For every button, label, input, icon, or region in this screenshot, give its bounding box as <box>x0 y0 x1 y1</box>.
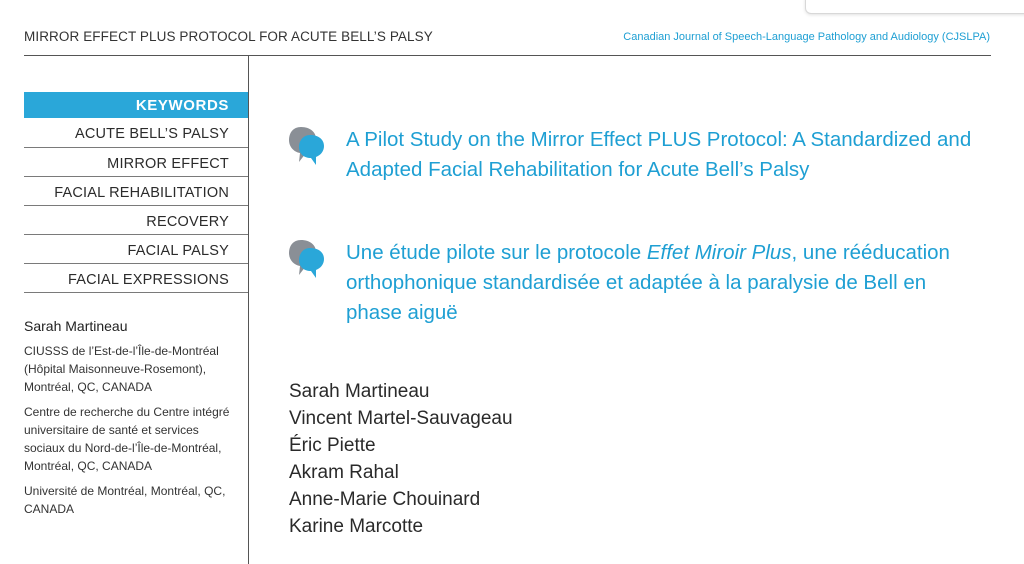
speech-bubble-icon <box>288 125 328 167</box>
author-name: Éric Piette <box>289 435 376 456</box>
author-name: Anne-Marie Chouinard <box>289 489 481 510</box>
header-rule <box>24 55 991 56</box>
french-title-italic: Effet Miroir Plus <box>646 241 792 264</box>
author-name: Sarah Martineau <box>289 381 430 402</box>
author-name: Karine Marcotte <box>289 516 424 537</box>
keyword-item: FACIAL PALSY <box>24 235 248 264</box>
column-divider <box>248 56 249 564</box>
keyword-item: ACUTE BELL’S PALSY <box>24 118 248 148</box>
keywords-list <box>24 118 248 293</box>
french-title-start: Une étude pilote sur le protocole <box>346 241 647 264</box>
affiliation: Centre de recherche du Centre intégré universitaire de santé et services sociaux du Nord-de-l’Île-de-Montréal, Montréal, QC, CANADA <box>24 405 230 473</box>
french-title-end: , une rééducation orthophonique standardisée et adaptée à la paralysie de Bell en phase aiguë <box>346 241 950 324</box>
author-name: Vincent Martel-Sauvageau <box>289 408 513 429</box>
authors-list <box>289 378 513 540</box>
keyword-item: FACIAL EXPRESSIONS <box>24 264 248 293</box>
top-right-card-edge <box>805 0 1024 14</box>
article-title-english: A Pilot Study on the Mirror Effect PLUS Protocol: A Standardized and Adapted Facial Rehabilitation for Acute Bell’s Palsy <box>346 128 972 181</box>
keyword-item: FACIAL REHABILITATION <box>24 177 248 206</box>
author-name: Akram Rahal <box>289 462 399 483</box>
article-title-french <box>346 238 986 328</box>
speech-bubble-icon <box>288 238 328 280</box>
keyword-item: RECOVERY <box>24 206 248 235</box>
journal-title: Canadian Journal of Speech-Language Pathology and Audiology (CJSLPA) <box>623 31 990 43</box>
running-title: MIRROR EFFECT PLUS PROTOCOL FOR ACUTE BELL’S PALSY <box>24 29 433 44</box>
sidebar-author-block <box>24 318 239 525</box>
affiliation: CIUSSS de l’Est-de-l’Île-de-Montréal (Hôpital Maisonneuve-Rosemont), Montréal, QC, CANADA <box>24 344 219 394</box>
affiliation: Université de Montréal, Montréal, QC, CANADA <box>24 484 226 516</box>
keywords-heading: KEYWORDS <box>24 92 248 118</box>
sidebar-author-name: Sarah Martineau <box>24 318 128 334</box>
keyword-item: MIRROR EFFECT <box>24 148 248 177</box>
